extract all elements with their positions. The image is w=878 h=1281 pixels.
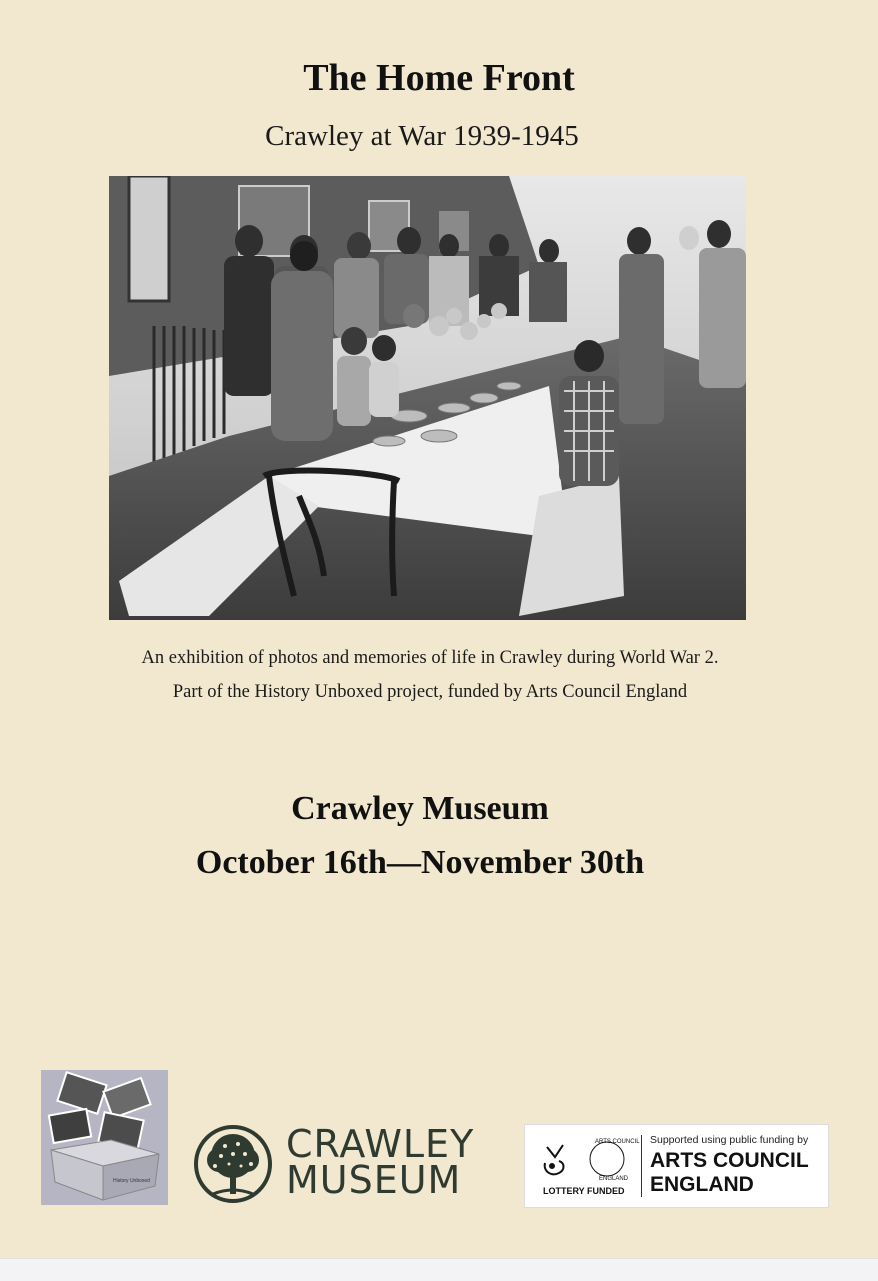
exhibition-description: An exhibition of photos and memories of life in Crawley during World War 2. [141,648,719,668]
tree-icon [193,1124,273,1204]
venue-name: Crawley Museum [291,790,549,827]
exhibition-dates: October 16th—November 30th [195,844,645,881]
lottery-hand-icon [545,1145,564,1174]
poster-subtitle: Crawley at War 1939-1945 [265,120,579,152]
history-unboxed-label: History Unboxed [113,1178,150,1184]
arts-council-name [650,1149,809,1197]
crawley-museum-logo [193,1124,273,1204]
arts-council-circle-icon [590,1139,640,1182]
circle-text-bottom: ENGLAND [599,1176,629,1182]
arts-council-name-line2: ENGLAND [650,1173,754,1196]
photo-box-icon [41,1070,168,1205]
history-unboxed-logo [41,1070,168,1205]
project-credit: Part of the History Unboxed project, funded by Arts Council England [172,682,688,702]
funding-statement: Supported using public funding by [650,1134,809,1146]
circle-text-top: ARTS COUNCIL [595,1139,640,1145]
bottom-strip [0,1258,878,1281]
street-party-photo [109,176,746,620]
logo-divider [641,1135,642,1197]
crawley-museum-wordmark [286,1122,475,1202]
poster-title: The Home Front [303,57,575,99]
arts-council-name-line1: ARTS COUNCIL [650,1149,809,1172]
lottery-funded-label: LOTTERY FUNDED [543,1186,625,1196]
crawley-museum-line1: CRAWLEY [286,1122,475,1166]
crawley-museum-line2: MUSEUM [286,1158,462,1202]
arts-council-logo [524,1124,829,1208]
